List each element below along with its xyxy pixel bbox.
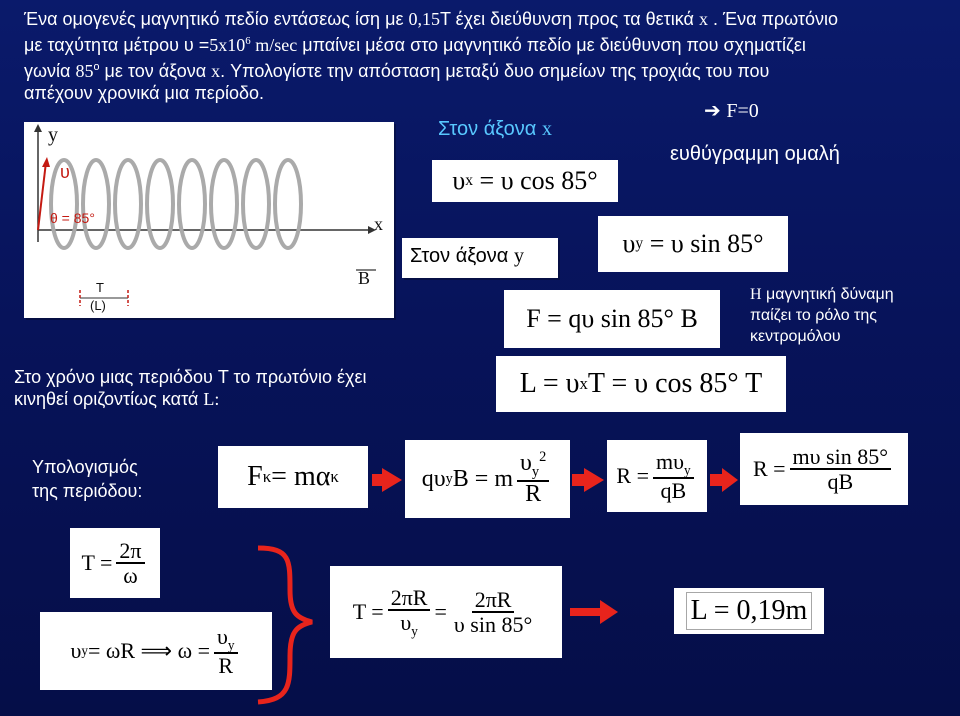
helix-diagram (24, 122, 394, 318)
axis-x-heading: Στον άξονα (438, 118, 542, 140)
formula-radius-2: R = $\frac{\text{mυ sin 85°}}{qB}$ (740, 433, 908, 505)
angle-label: θ = 85° (50, 210, 95, 226)
y-axis-arrowhead (34, 124, 42, 132)
f-zero-line (704, 98, 759, 123)
formula-vy: υ y = υ sin 85° (598, 216, 788, 272)
x-axis-label: x (374, 214, 383, 234)
f-zero: F=0 (726, 100, 759, 122)
formula-newton: F κ = mα κ (218, 446, 368, 508)
formula-distance: L = υ x T = υ cos 85° T (496, 356, 786, 412)
arrow-centripetal-radius (572, 468, 604, 492)
problem-statement (24, 8, 954, 104)
axis-y-heading: Στον άξονα (410, 245, 514, 267)
result-value: L = 0,19m (686, 592, 813, 630)
b-field-label: B (358, 268, 371, 288)
straight-motion-text: ευθύγραμμη ομαλή (670, 143, 840, 165)
arrow-period-result (570, 600, 618, 624)
axis-y-letter: y (513, 245, 524, 267)
y-axis-label: y (48, 124, 58, 146)
period-label: T (96, 280, 104, 295)
intro-line-4: απέχουν χρονικά μια περίοδο. (24, 83, 265, 103)
helix-trajectory (51, 160, 301, 248)
formula-omega: υ y = ωR ⟹ ω = $\frac{\upsilon_y}{R}$ (40, 612, 272, 690)
velocity-vector (38, 162, 46, 230)
formula-period-omega: T = $\frac{2\pi}{\omega}$ (70, 528, 160, 598)
axis-y-heading-box (402, 238, 558, 278)
result-box (674, 588, 824, 634)
magnetic-force-note: Η μαγνητική δύναμη παίζει το ρόλο της κεντρομόλου (750, 286, 894, 345)
intro-line-2: με ταχύτητα μέτρου $\upsilon =5x10^6$ m/sec μπαίνει μέσα στο μαγνητικό πεδίο με διεύθυνση που σχηματίζει (24, 35, 806, 55)
period-calc-label: Υπολογισμός της περιόδου: (32, 457, 143, 501)
arrow-radius-radius (710, 468, 738, 492)
velocity-label: υ (60, 162, 70, 182)
period-statement: Στο χρόνο μιας περιόδου T το πρωτόνιο έχει κινηθεί οριζοντίως κατά L: (14, 367, 367, 409)
arrow-newton-centripetal (372, 468, 402, 492)
formula-vx: υ x = υ cos 85° (432, 160, 618, 202)
formula-period-full: T = $\frac{2\pi R}{\upsilon_y}$ = $\frac{2\pi R}{\text{υ sin 85°}}$ (330, 566, 562, 658)
formula-magnetic-force: F = qυ sin 85° B (504, 290, 720, 348)
distance-label: (L) (90, 298, 106, 313)
axis-x-heading-box (428, 110, 598, 152)
intro-line-1: Ένα ομογενές μαγνητικό πεδίο εντάσεως ίση με 0,15T έχει διεύθυνση προς τα θετικά x . Ένα πρωτόνιο (24, 9, 839, 29)
arrow-right-icon: ➔ (704, 100, 721, 122)
formula-radius-1: R = $\frac{m\upsilon_y}{qB}$ (607, 440, 707, 512)
velocity-arrowhead (42, 157, 50, 167)
axis-x-letter: x (541, 118, 552, 140)
formula-centripetal: qυ y B = m $\frac{\upsilon_y^2}{R}$ (405, 440, 570, 518)
intro-line-3: γωνία $85^o$ με τον άξονα x. Υπολογίστε την απόσταση μεταξύ δυο σημείων της τροχιάς του που (24, 61, 770, 81)
